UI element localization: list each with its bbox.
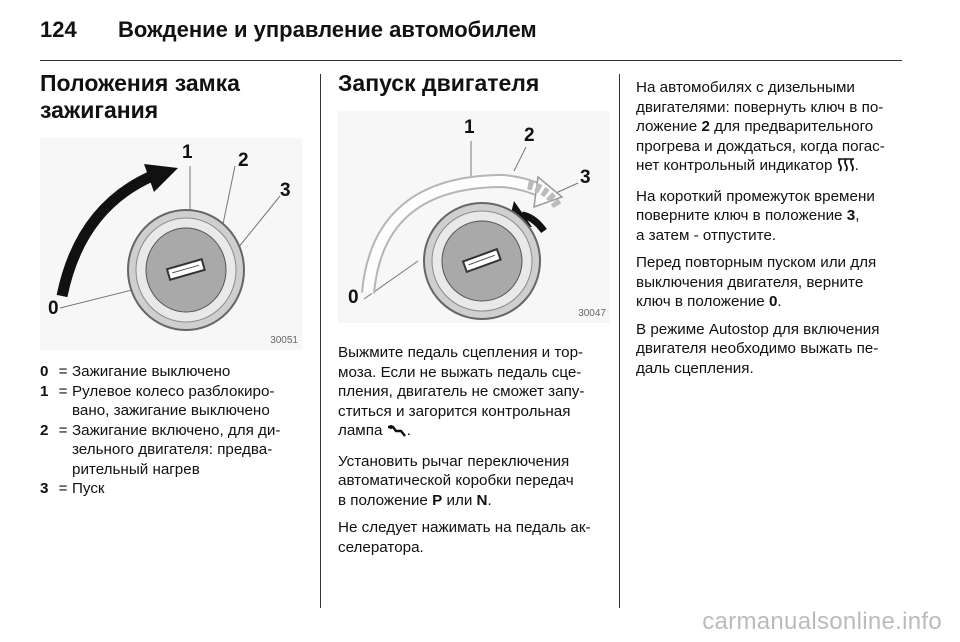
page-header-title: Вождение и управление автомобилем [118,17,537,42]
figure1-label-1: 1 [182,142,193,163]
ignition-legend [40,362,302,499]
paragraph-accelerator: Не следует нажимать на педаль ак- селератора. [338,519,591,556]
figure1-number: 30051 [270,335,298,346]
figure1-label-3: 3 [280,180,291,201]
paragraph-clutch: Выжмите педаль сцепления и тор- моза. Если не выжать педаль сце- пления, двигатель не сможет запу- ститься и загорится контрольная лампа . [338,343,610,444]
page-number: 124 [40,17,77,42]
legend-row-3: 3 = Пуск [40,480,105,497]
engine-start-illustration [338,111,610,323]
engine-start-figure [338,111,610,323]
column-diesel-instructions [636,78,906,386]
ignition-lock-illustration [40,138,302,350]
column-divider-2 [619,74,620,608]
figure2-number: 30047 [578,308,606,319]
figure2-label-3: 3 [580,167,591,188]
figure2-label-0: 0 [348,287,359,308]
page-header [40,8,920,52]
glow-plug-icon [837,157,855,179]
warning-lamp-icon [387,424,407,444]
legend-row-0: 0 = Зажигание выключено [40,363,231,380]
paragraph-diesel: На автомобилях с дизельными двигателями: повернуть ключ в по- ложение 2 для предварительного прогрева и дождаться, когда погас- нет контрольный индикатор . [636,78,906,179]
column-engine-start [338,70,610,565]
paragraph-short-start: На короткий промежуток времени поверните ключ в положение 3, а затем - отпустите. [636,187,875,244]
paragraph-autostop: В режиме Autostop для включения двигателя необходимо выжать пе- даль сцепления. [636,320,880,377]
watermark: carmanualsonline.info [702,608,942,635]
figure2-label-2: 2 [524,125,535,146]
header-rule [40,60,902,61]
figure2-label-1: 1 [464,117,475,138]
ignition-lock-figure [40,138,302,350]
column-ignition-positions [40,70,302,499]
figure1-label-2: 2 [238,150,249,171]
legend-row-1: 1 = Рулевое колесо разблокиро- вано, зажигание выключено [40,382,275,419]
paragraph-gear-selector: Установить рычаг переключения автоматической коробки передач в положение P или N. [338,452,574,509]
engine-start-text [338,343,610,557]
figure1-label-0: 0 [48,298,59,319]
legend-row-2: 2 = Зажигание включено, для ди- зельного двигателя: предва- рительный нагрев [40,421,281,478]
column-divider-1 [320,74,321,608]
section-title-engine-start: Запуск двигателя [338,70,540,96]
paragraph-restart: Перед повторным пуском или для выключения двигателя, верните ключ в положение 0. [636,254,877,310]
section-title-ignition-positions: Положения замка зажигания [40,70,240,123]
